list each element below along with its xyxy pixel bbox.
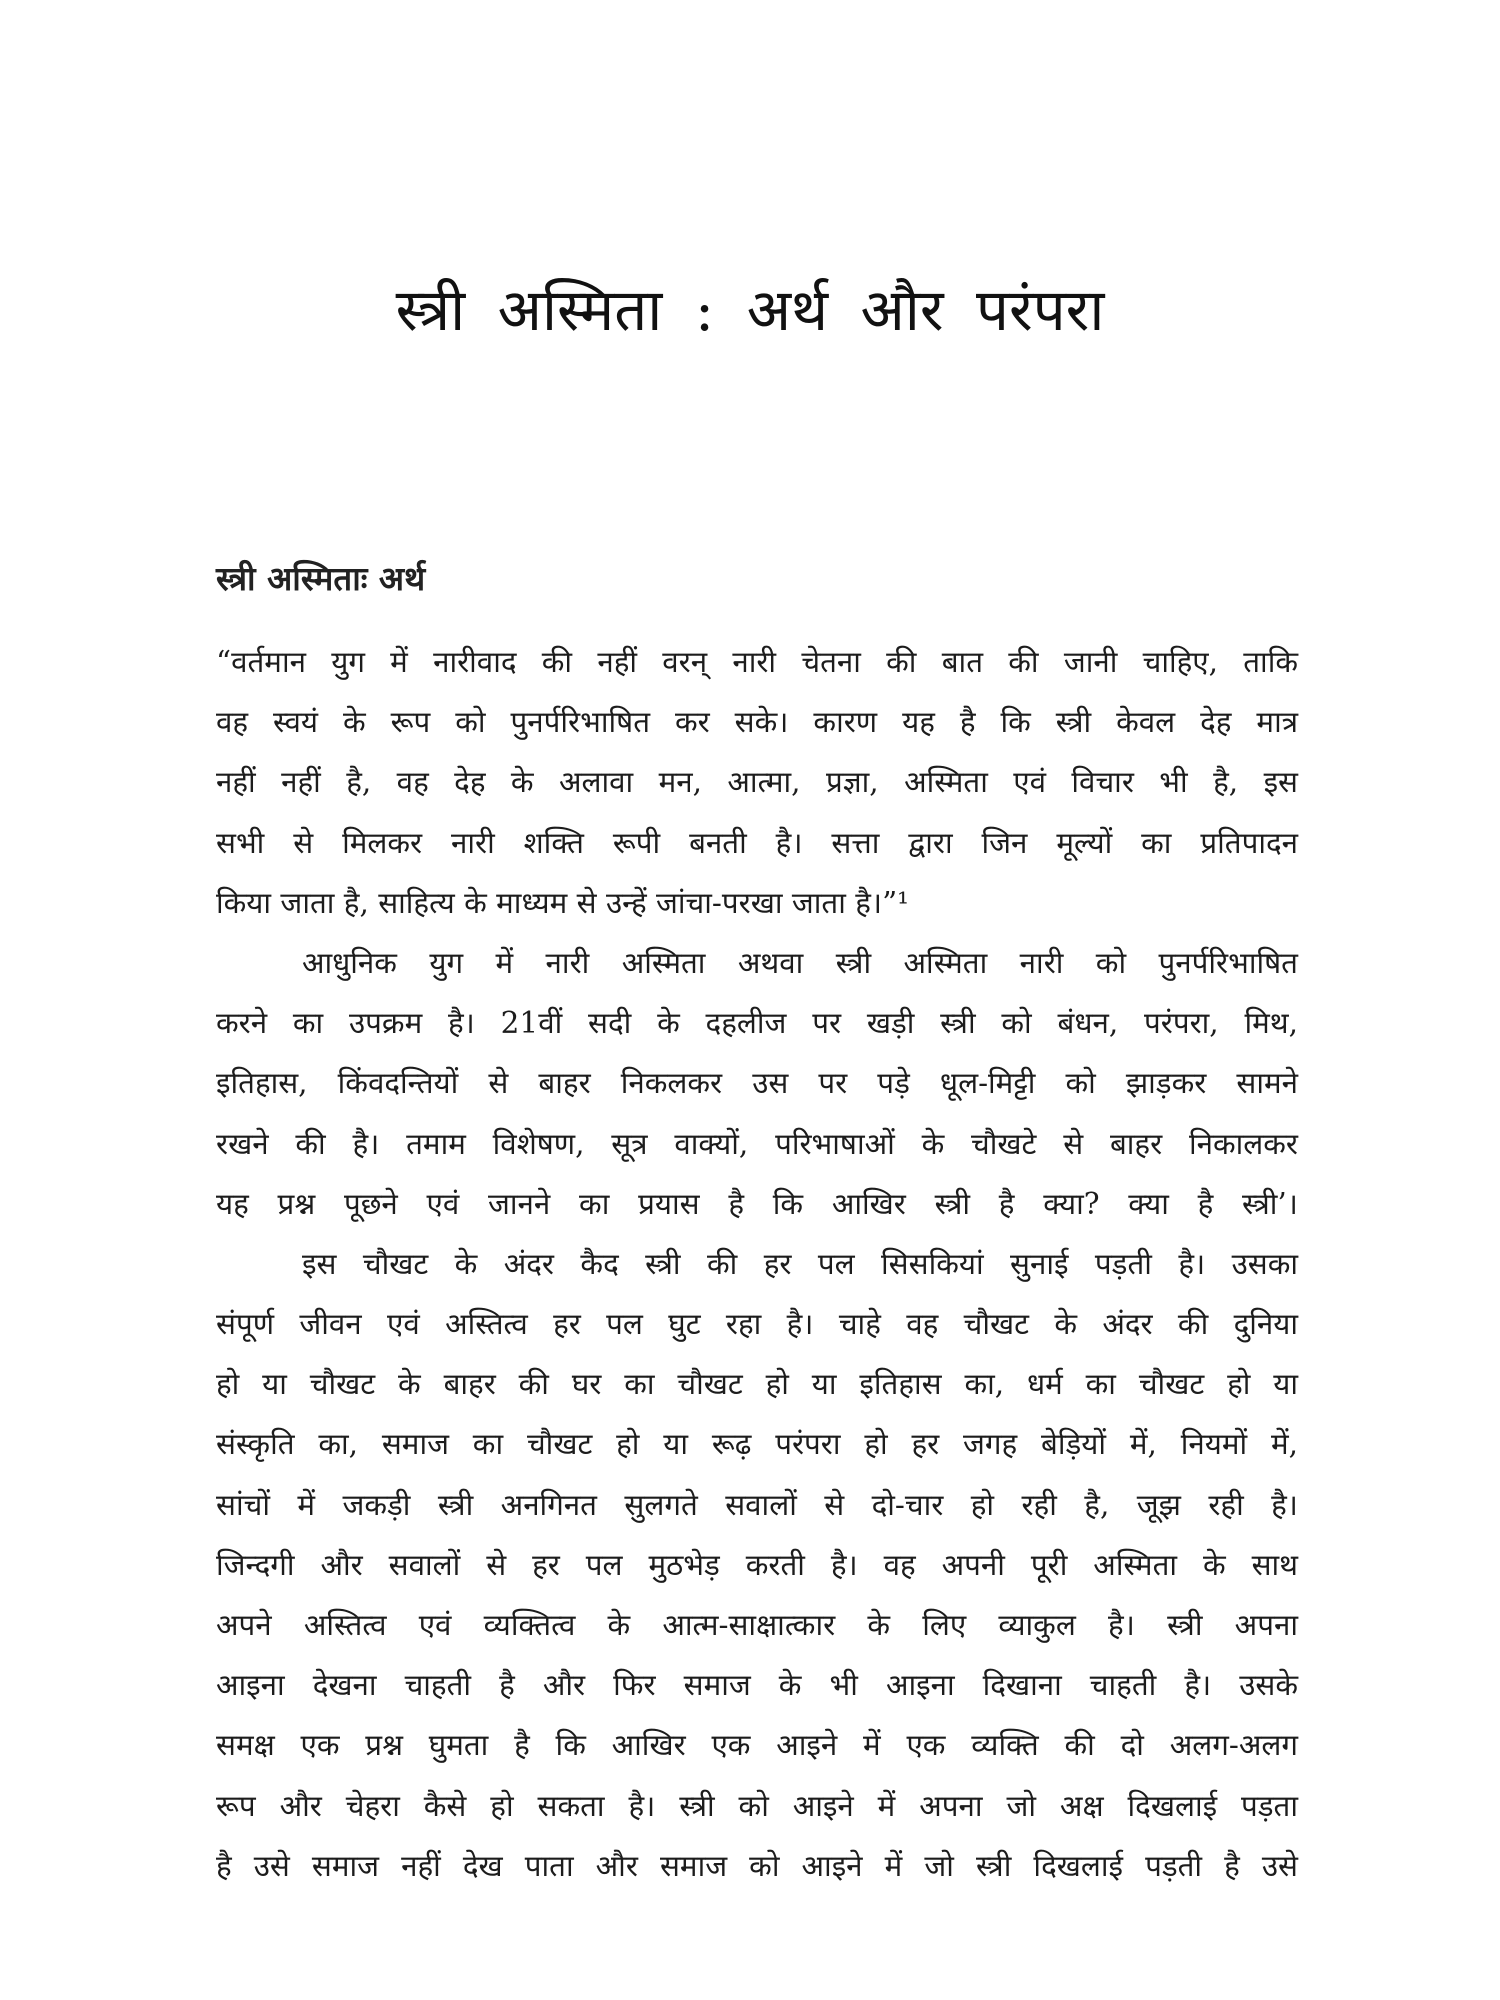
text-line: इतिहास, किंवदन्तियों से बाहर निकलकर उस पर पड़े धूल-मिट्टी को झाड़कर सामने — [216, 1066, 1298, 1101]
text-line: “वर्तमान युग में नारीवाद की नहीं वरन् नारी चेतना की बात की जानी चाहिए, ताकि — [216, 645, 1298, 679]
text-line: सांचों में जकड़ी स्त्री अनगिनत सुलगते सवालों से दो-चार हो रही है, जूझ रही है। — [216, 1487, 1298, 1522]
text-line: आइना देखना चाहती है और फिर समाज के भी आइना दिखाना चाहती है। उसके — [216, 1668, 1298, 1703]
text-line: यह प्रश्न पूछने एवं जानने का प्रयास है कि आखिर स्त्री है क्या? क्या है स्त्री’। — [216, 1186, 1298, 1221]
paragraph-frame — [216, 1234, 1298, 1896]
text-line: रखने की है। तमाम विशेषण, सूत्र वाक्यों, परिभाषाओं के चौखटे से बाहर निकालकर — [216, 1126, 1298, 1161]
text-line: जिन्दगी और सवालों से हर पल मुठभेड़ करती है। वह अपनी पूरी अस्मिता के साथ — [216, 1547, 1298, 1582]
text-line: करने का उपक्रम है। 21वीं सदी के दहलीज पर खड़ी स्त्री को बंधन, परंपरा, मिथ, — [216, 1006, 1298, 1041]
text-line: संस्कृति का, समाज का चौखट हो या रूढ़ परंपरा हो हर जगह बेड़ियों में, नियमों में, — [216, 1427, 1298, 1462]
paragraph-modern-era — [216, 933, 1298, 1234]
text-line: रूप और चेहरा कैसे हो सकता है। स्त्री को आइने में अपना जो अक्ष दिखलाई पड़ता — [216, 1788, 1298, 1823]
text-line: समक्ष एक प्रश्न घुमता है कि आखिर एक आइने में एक व्यक्ति की दो अलग-अलग — [216, 1728, 1298, 1763]
text-line: नहीं नहीं है, वह देह के अलावा मन, आत्मा, प्रज्ञा, अस्मिता एवं विचार भी है, इस — [216, 765, 1298, 800]
text-line: वह स्वयं के रूप को पुनर्परिभाषित कर सके। कारण यह है कि स्त्री केवल देह मात्र — [216, 705, 1298, 740]
text-line: संपूर्ण जीवन एवं अस्तित्व हर पल घुट रहा है। चाहे वह चौखट के अंदर की दुनिया — [216, 1307, 1298, 1342]
text-line: है उसे समाज नहीं देख पाता और समाज को आइने में जो स्त्री दिखलाई पड़ती है उसे — [216, 1848, 1298, 1883]
paragraph-quote — [216, 632, 1298, 933]
text-line: किया जाता है, साहित्य के माध्यम से उन्हें जांचा-परखा जाता है।”¹ — [216, 885, 909, 920]
section-heading: स्त्री अस्मिताः अर्थ — [216, 559, 426, 598]
text-line: अपने अस्तित्व एवं व्यक्तित्व के आत्म-साक्षात्कार के लिए व्याकुल है। स्त्री अपना — [216, 1608, 1298, 1642]
text-line: इस चौखट के अंदर कैद स्त्री की हर पल सिसकियां सुनाई पड़ती है। उसका — [302, 1246, 1298, 1281]
chapter-title: स्त्री अस्मिता : अर्थ और परंपरा — [395, 276, 1105, 344]
text-line: सभी से मिलकर नारी शक्ति रूपी बनती है। सत्ता द्वारा जिन मूल्यों का प्रतिपादन — [216, 825, 1298, 860]
text-line: हो या चौखट के बाहर की घर का चौखट हो या इतिहास का, धर्म का चौखट हो या — [216, 1367, 1298, 1402]
body-text — [216, 632, 1298, 1896]
text-line: आधुनिक युग में नारी अस्मिता अथवा स्त्री अस्मिता नारी को पुनर्परिभाषित — [302, 945, 1298, 980]
